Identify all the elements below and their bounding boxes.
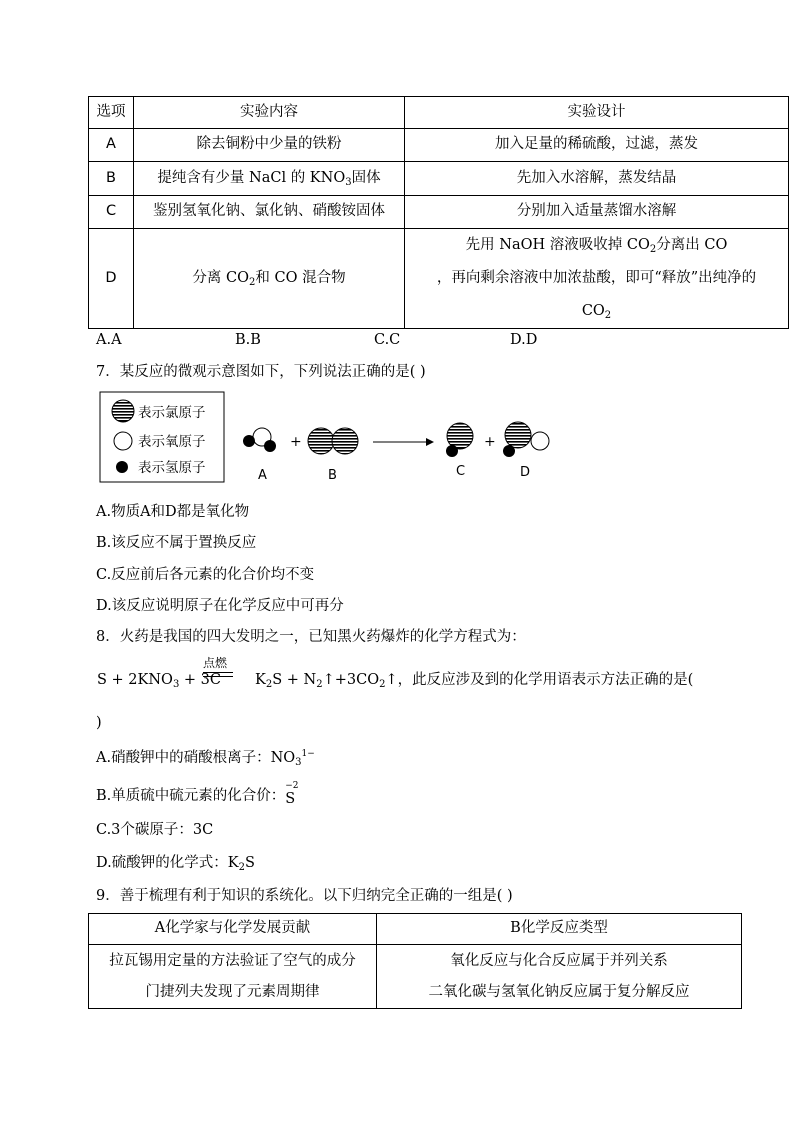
legend-chlorine: 表示氯原子 bbox=[138, 405, 206, 421]
table-header-row bbox=[89, 914, 742, 945]
q8-stem-close: ) bbox=[96, 715, 102, 731]
content-a: 除去铜粉中少量的铁粉 bbox=[134, 129, 405, 162]
molecule-b-icon bbox=[308, 428, 358, 454]
q8-stem-tail: ，此反应涉及到的化学用语表示方法正确的是( bbox=[397, 672, 694, 688]
table-row bbox=[89, 196, 789, 229]
q7-option-a[interactable]: A.物质A和D都是氧化物 bbox=[96, 504, 250, 520]
table-row bbox=[89, 162, 789, 196]
q6-option-d[interactable]: D.D bbox=[510, 332, 538, 348]
design-c: 分别加入适量蒸馏水溶解 bbox=[405, 196, 789, 229]
q9-stem: 9．善于梳理有利于知识的系统化。以下归纳完全正确的一组是( ) bbox=[96, 888, 513, 904]
q8-option-c[interactable]: C.3个碳原子：3C bbox=[96, 822, 214, 838]
table-header-row bbox=[89, 97, 789, 129]
molecule-d-icon bbox=[503, 422, 549, 457]
q6-table bbox=[88, 96, 789, 329]
header-option: 选项 bbox=[89, 97, 134, 129]
table-row bbox=[89, 129, 789, 162]
q6-option-b[interactable]: B.B bbox=[235, 332, 261, 348]
molecule-a-icon bbox=[243, 428, 276, 452]
chlorine-atom-icon bbox=[112, 400, 134, 422]
q7-reaction-diagram bbox=[96, 390, 566, 486]
header-content: 实验内容 bbox=[134, 97, 405, 129]
label-d: D bbox=[520, 465, 531, 480]
q7-option-b[interactable]: B.该反应不属于置换反应 bbox=[96, 535, 257, 551]
chemical-equation: $S + 2KNO_3 + 3C$ $K_2S$ + $N_2↑+3CO_2↑$，此反应涉及到的化学用语表示方法正确的是( bbox=[97, 672, 694, 690]
table-row bbox=[89, 229, 789, 329]
q8-option-a[interactable]: A.硝酸钾中的硝酸根离子：$NO_3^{1-}$ bbox=[96, 749, 315, 768]
hydrogen-atom-icon bbox=[116, 461, 128, 473]
option-a: A bbox=[89, 129, 134, 162]
option-d: D bbox=[89, 229, 134, 329]
q8-stem: 8．火药是我国的四大发明之一，已知黑火药爆炸的化学方程式为： bbox=[96, 629, 526, 645]
content-b: 提纯含有少量 NaCl 的 $KNO_3$固体 bbox=[134, 162, 405, 196]
legend-oxygen: 表示氧原子 bbox=[138, 434, 206, 450]
q6-options bbox=[96, 332, 696, 350]
label-b: B bbox=[328, 468, 337, 483]
label-a: A bbox=[258, 468, 267, 483]
option-b: B bbox=[89, 162, 134, 196]
q9-table bbox=[88, 913, 742, 1009]
cell-b: 氧化反应与化合反应属于并列关系 二氧化碳与氢氧化钠反应属于复分解反应 bbox=[377, 945, 742, 1009]
q6-option-a[interactable]: A.A bbox=[96, 332, 122, 348]
reaction-condition: 点燃 bbox=[203, 656, 228, 670]
q8-option-d[interactable]: D.硫酸钾的化学式：$K_2S$ bbox=[96, 855, 255, 873]
design-d: 先用 NaOH 溶液吸收掉 $CO_2$分离出 CO ，再向剩余溶液中加浓盐酸，即可“释放”出纯净的 $CO_2$ bbox=[405, 229, 789, 329]
q7-stem: 7．某反应的微观示意图如下，下列说法正确的是( ) bbox=[96, 364, 426, 380]
cell-a: 拉瓦锡用定量的方法验证了空气的成分 门捷列夫发现了元素周期律 bbox=[89, 945, 377, 1009]
q7-option-d[interactable]: D.该反应说明原子在化学反应中可再分 bbox=[96, 598, 344, 614]
option-c: C bbox=[89, 196, 134, 229]
header-b: B化学反应类型 bbox=[377, 914, 742, 945]
reaction-arrow-icon bbox=[373, 438, 434, 446]
table-row bbox=[89, 945, 742, 1009]
q6-option-c[interactable]: C.C bbox=[374, 332, 401, 348]
header-design: 实验设计 bbox=[405, 97, 789, 129]
label-c: C bbox=[456, 464, 466, 479]
design-a: 加入足量的稀硫酸，过滤，蒸发 bbox=[405, 129, 789, 162]
plus-2: + bbox=[484, 434, 496, 450]
q8-option-b[interactable]: B.单质硫中硫元素的化合价： −2 S bbox=[96, 781, 299, 807]
legend-hydrogen: 表示氢原子 bbox=[138, 460, 206, 476]
design-b: 先加入水溶解，蒸发结晶 bbox=[405, 162, 789, 196]
plus-1: + bbox=[290, 434, 302, 450]
oxygen-atom-icon bbox=[114, 432, 132, 450]
molecule-c-icon bbox=[446, 423, 473, 457]
header-a: A化学家与化学发展贡献 bbox=[89, 914, 377, 945]
content-c: 鉴别氢氧化钠、氯化钠、硝酸铵固体 bbox=[134, 196, 405, 229]
content-d: 分离 $CO_2$和 CO 混合物 bbox=[134, 229, 405, 329]
q7-option-c[interactable]: C.反应前后各元素的化合价均不变 bbox=[96, 567, 315, 583]
